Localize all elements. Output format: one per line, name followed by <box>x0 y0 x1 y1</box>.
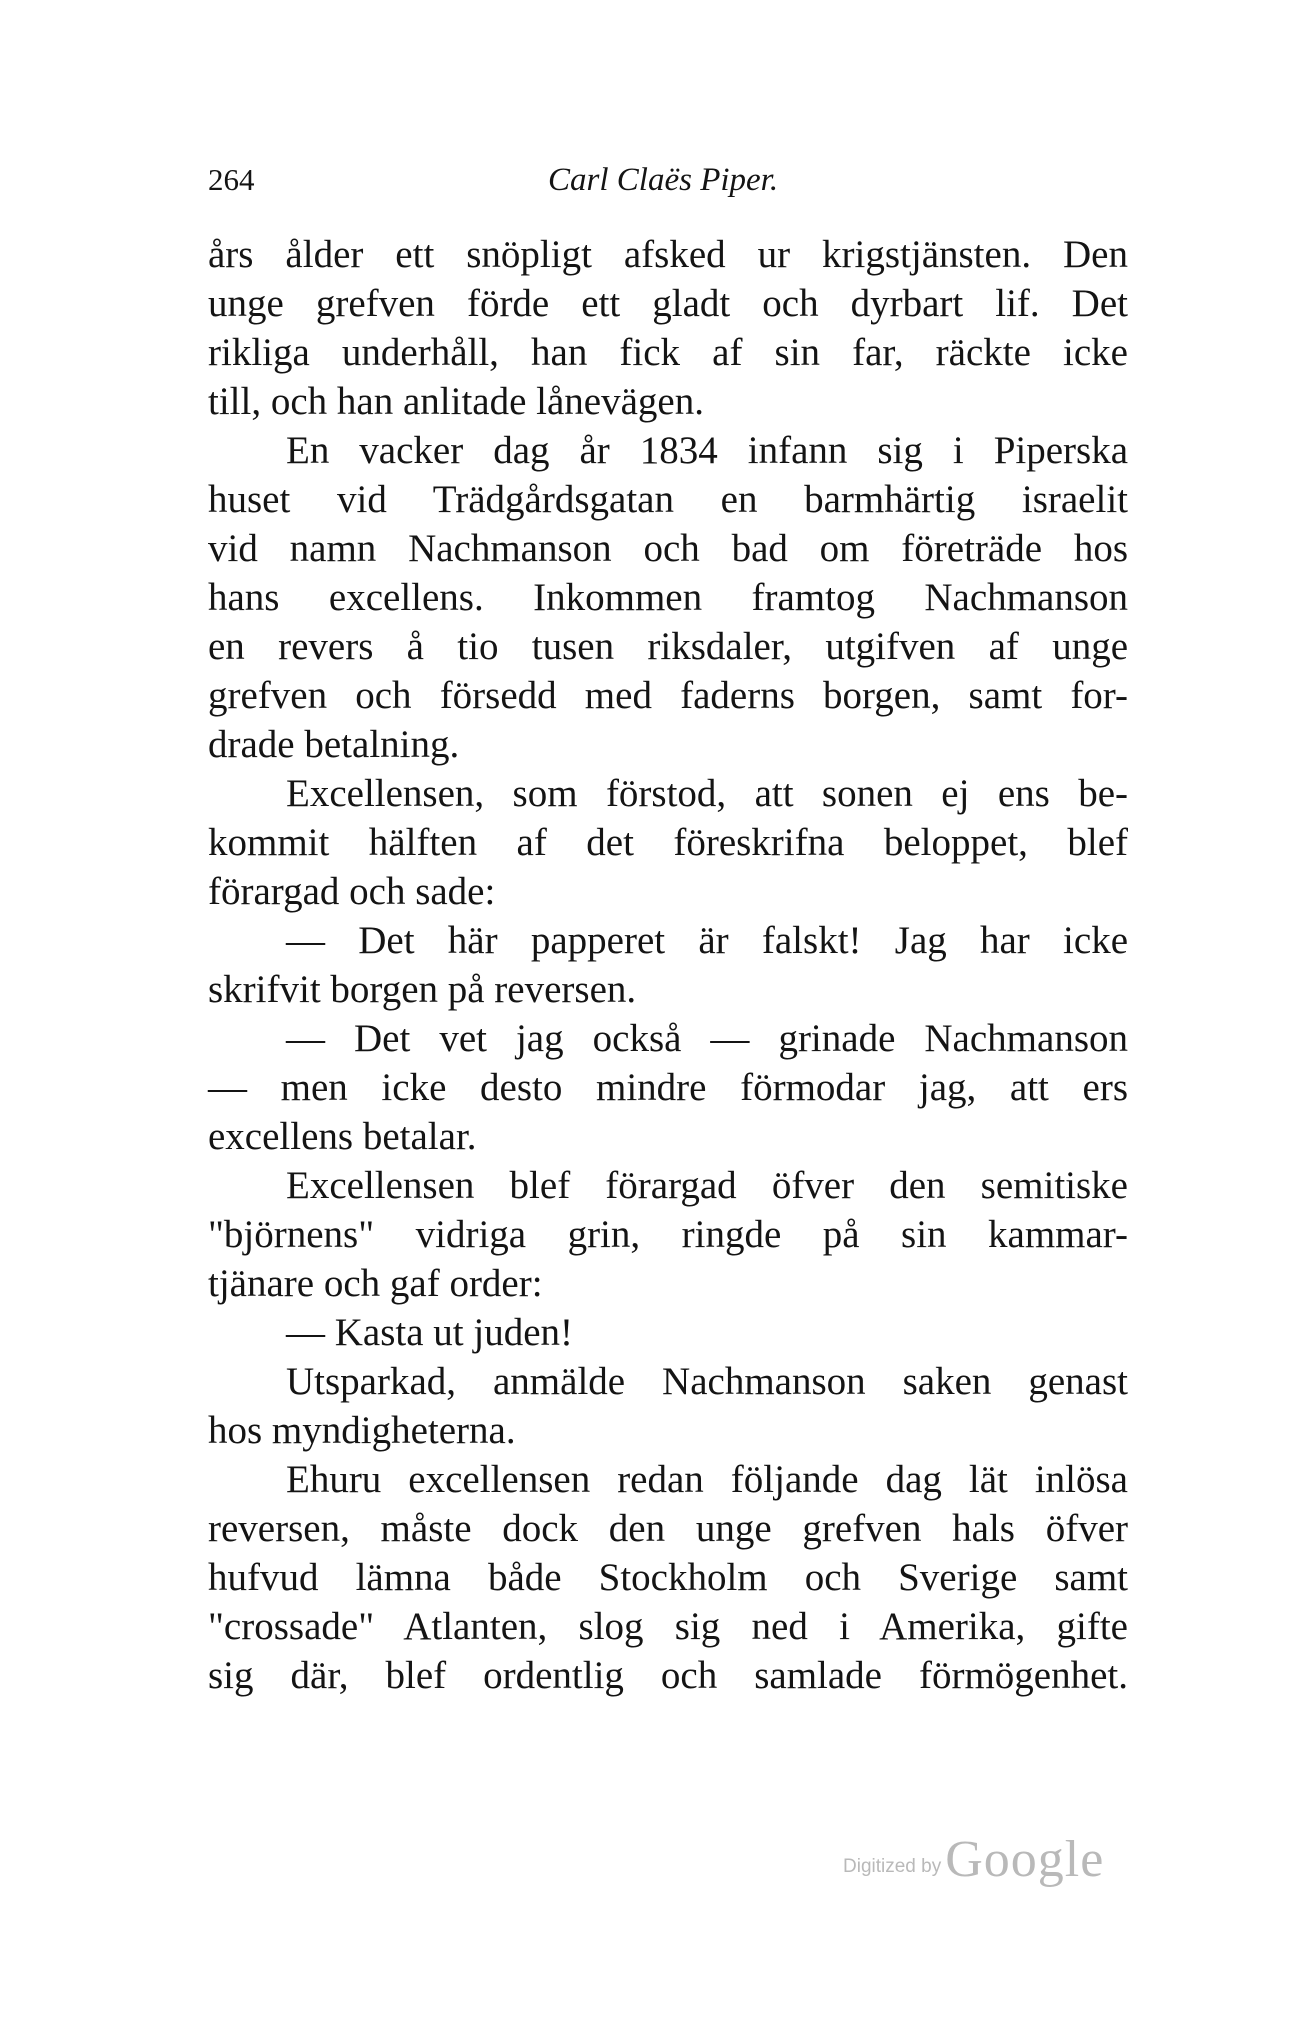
watermark-prefix: Digitized by <box>843 1856 942 1877</box>
text-line: "björnens" vidriga grin, ringde på sin kammar- <box>208 1213 1128 1256</box>
text-line: drade betalning. <box>208 723 460 766</box>
text-line: unge grefven förde ett gladt och dyrbart lif. Det <box>208 282 1128 325</box>
text-line: kommit hälften af det föreskrifna beloppet, blef <box>208 821 1128 864</box>
text-line: — Det vet jag också — grinade Nachmanson <box>286 1017 1128 1060</box>
text-line: rikliga underhåll, han fick af sin far, räckte icke <box>208 331 1128 374</box>
digitized-by-watermark <box>843 1830 1104 1890</box>
text-line: till, och han anlitade lånevägen. <box>208 380 704 423</box>
text-line: huset vid Trädgårdsgatan en barmhärtig israelit <box>208 478 1128 521</box>
text-line: reversen, måste dock den unge grefven hals öfver <box>208 1507 1128 1550</box>
text-line: Excellensen, som förstod, att sonen ej ens be- <box>286 772 1128 815</box>
text-line: sig där, blef ordentlig och samlade förmögenhet. <box>208 1654 1128 1697</box>
text-line: — Det här papperet är falskt! Jag har icke <box>286 919 1128 962</box>
text-line: hufvud lämna både Stockholm och Sverige samt <box>208 1556 1128 1599</box>
text-line: en revers å tio tusen riksdaler, utgifven af unge <box>208 625 1128 668</box>
page-header <box>208 162 838 204</box>
text-line: excellens betalar. <box>208 1115 477 1158</box>
text-line: hos myndigheterna. <box>208 1409 516 1452</box>
body-text <box>208 230 1128 1700</box>
text-line: tjänare och gaf order: <box>208 1262 543 1305</box>
text-line: Utsparkad, anmälde Nachmanson saken genast <box>286 1360 1128 1403</box>
text-line: vid namn Nachmanson och bad om företräde hos <box>208 527 1128 570</box>
running-title: Carl Claës Piper. <box>548 162 779 198</box>
text-line: års ålder ett snöpligt afsked ur krigstjänsten. Den <box>208 233 1128 276</box>
text-line: "crossade" Atlanten, slog sig ned i Amerika, gifte <box>208 1605 1128 1648</box>
watermark-brand: Google <box>945 1831 1105 1888</box>
text-line: förargad och sade: <box>208 870 496 913</box>
page-number: 264 <box>208 162 255 197</box>
text-line: Excellensen blef förargad öfver den semitiske <box>286 1164 1128 1207</box>
text-line: Ehuru excellensen redan följande dag lät inlösa <box>286 1458 1128 1501</box>
text-line: En vacker dag år 1834 infann sig i Piperska <box>286 429 1128 472</box>
text-line: hans excellens. Inkommen framtog Nachmanson <box>208 576 1128 619</box>
text-line: grefven och försedd med faderns borgen, samt for- <box>208 674 1128 717</box>
text-line: — men icke desto mindre förmodar jag, att ers <box>208 1066 1128 1109</box>
text-line: — Kasta ut juden! <box>286 1311 574 1354</box>
text-line: skrifvit borgen på reversen. <box>208 968 637 1011</box>
